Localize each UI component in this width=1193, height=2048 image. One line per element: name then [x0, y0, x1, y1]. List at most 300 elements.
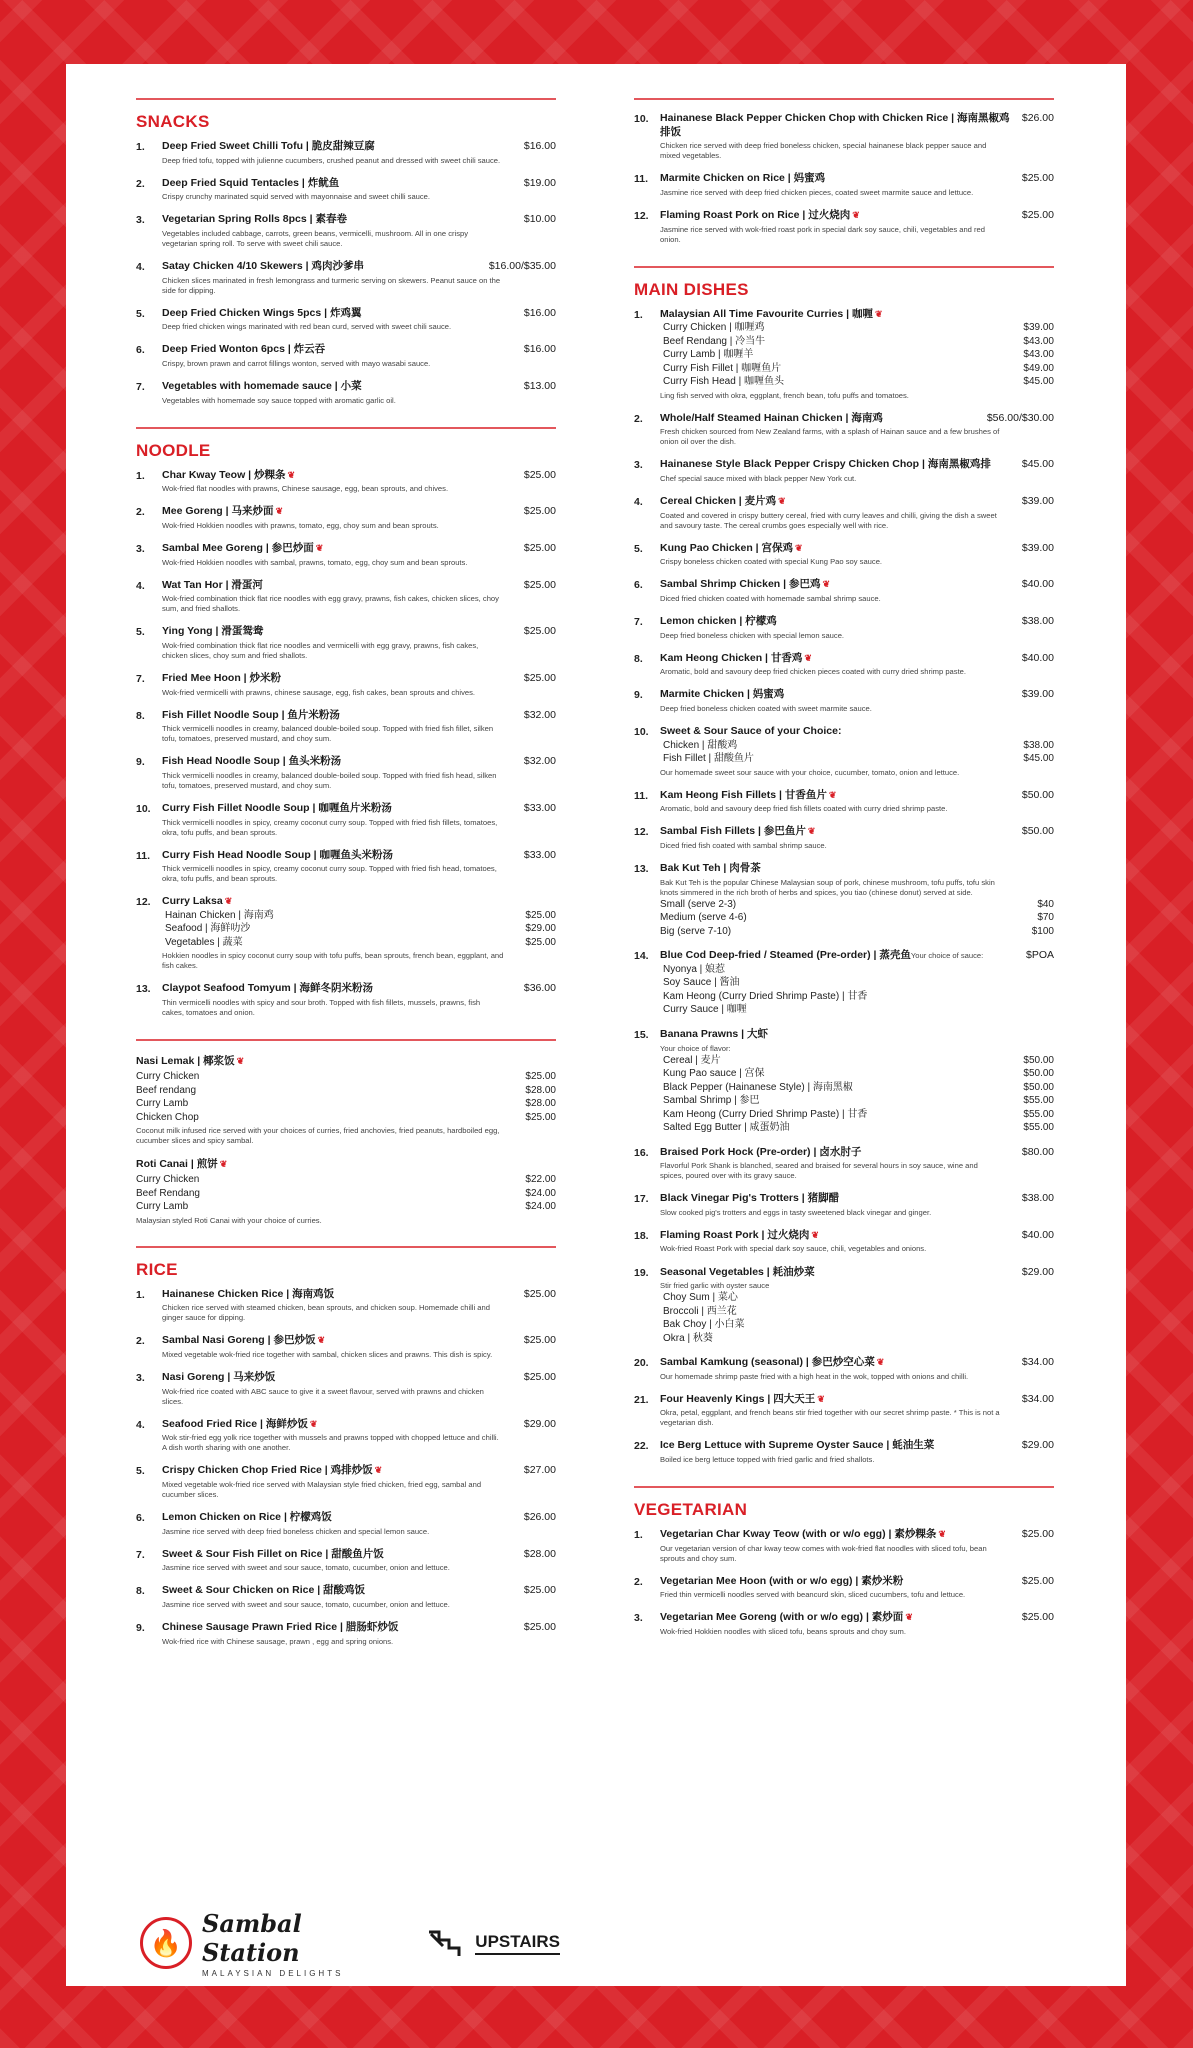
option-price: $29.00 — [525, 923, 556, 935]
item-name: Curry Fish Head Noodle Soup | 咖喱鱼头米粉汤 — [162, 848, 394, 861]
brand-name: Sambal Station — [202, 1908, 302, 1967]
menu-item — [634, 1611, 1054, 1637]
item-price: $34.00 — [1021, 1392, 1054, 1405]
item-description: Deep fried tofu, topped with julienne cucumbers, crushed peanut and dressed with sweet chili sauce. — [162, 155, 501, 165]
item-description: Jasmine rice served with deep fried boneless chicken and special lemon sauce. — [162, 1526, 430, 1536]
option-row — [162, 922, 556, 936]
item-price: $10.00 — [523, 213, 556, 226]
menu-item — [634, 825, 1054, 851]
item-description: Wok-fried combination thick flat rice noodles with egg gravy, prawns, fish cakes, chicken slices, choy sum, and fried shallots. — [162, 594, 499, 614]
item-price: $33.00 — [523, 801, 556, 814]
option-row — [660, 1332, 1054, 1346]
item-price: $13.00 — [523, 379, 556, 392]
item-number: 1. — [136, 141, 145, 153]
sweet-sour-options — [660, 739, 1054, 766]
menu-item — [634, 1439, 1054, 1465]
block-title: Roti Canai | 煎饼 ❦ — [136, 1158, 228, 1171]
item-name: Fish Head Noodle Soup | 鱼头米粉汤 — [162, 755, 342, 768]
item-number: 21. — [634, 1393, 649, 1406]
menu-item-seasonal-vegetables: 19. Seasonal Vegetables | 耗油炒菜 $29.00 Stir fried garlic with oyster sauce Choy Sum | 菜心 Broccoli | 西兰花 Bak Choy | 小白菜 Okra | 秋葵 — [634, 1265, 1054, 1344]
item-number: 11. — [634, 789, 649, 802]
item-number: 9. — [136, 1621, 145, 1634]
item-number: 2. — [634, 1575, 643, 1588]
item-number: 22. — [634, 1440, 649, 1453]
item-name: Satay Chicken 4/10 Skewers | 鸡肉沙爹串 — [162, 259, 364, 272]
nasi-lemak-block — [136, 1053, 556, 1146]
item-price: $25.00 — [523, 468, 556, 481]
option-name: Beef Rendang | 冷当牛 — [663, 335, 766, 347]
item-description: Diced fried fish coated with sambal shrimp sauce. — [660, 841, 827, 851]
option-price: $45.00 — [1023, 376, 1054, 388]
menu-item — [136, 177, 556, 203]
option-row — [660, 1121, 1054, 1135]
item-name: Char Kway Teow | 炒粿条 ❦ — [162, 468, 296, 481]
item-name: Hainanese Style Black Pepper Crispy Chicken Chop | 海南黑椒鸡排 — [660, 458, 991, 471]
item-description: Thin vermicelli noodles with spicy and sour broth. Topped with fish fillets, mussels, prawns, fish cakes, tomatoes and onion. — [162, 998, 481, 1018]
item-number: 9. — [136, 756, 145, 769]
option-row — [660, 898, 1054, 912]
main-list-d — [634, 1356, 1054, 1465]
option-name: Kam Heong (Curry Dried Shrimp Paste) | 甘香 — [663, 990, 868, 1002]
item-price: $25.00 — [523, 671, 556, 684]
item-price: $16.00 — [523, 140, 556, 152]
option-name: Curry Chicken — [136, 1071, 200, 1083]
roti-canai-block — [136, 1156, 556, 1226]
item-number: 4. — [136, 1418, 145, 1431]
item-name: Nasi Goreng | 马来炒饭 — [162, 1371, 276, 1383]
item-description: Okra, petal, eggplant, and french beans stir fried together with our secret shrimp paste. * This is not a vegetarian dish. — [660, 1408, 1000, 1428]
item-name: Sambal Nasi Goreng | 参巴炒饭 ❦ — [162, 1334, 326, 1347]
snacks-list — [136, 140, 556, 406]
option-row — [660, 752, 1054, 766]
roti-options — [136, 1173, 556, 1214]
item-price: $16.00/$35.00 — [488, 259, 556, 272]
option-price: $25.00 — [525, 909, 556, 921]
item-name: Flaming Roast Pork on Rice | 过火烧肉 ❦ — [660, 208, 860, 221]
chili-icon: ❦ — [905, 1612, 913, 1623]
item-description: Coated and covered in crispy buttery cereal, fried with curry leaves and chilli, giving the dish a sweet and savoury taste. The cereal crumbs goes especially well with rice. — [660, 510, 997, 530]
item-description: Chicken rice served with deep fried boneless chicken, special hainanese black pepper sauce and mixed vegetables. — [660, 141, 987, 161]
laksa-options — [162, 909, 556, 950]
item-description: Deep fried boneless chicken coated with sweet marmite sauce. — [660, 704, 872, 714]
option-name: Fish Fillet | 甜酸鱼片 — [663, 753, 754, 765]
item-description: Thick vermicelli noodles in creamy, balanced double-boiled soup. Topped with fried fish head, silken tofu, tomatoes, preserved mustard, and choy sum. — [162, 770, 497, 790]
item-price: $45.00 — [1021, 458, 1054, 471]
item-name: Four Heavenly Kings | 四大天王 ❦ — [660, 1392, 825, 1405]
chili-icon: ❦ — [778, 496, 786, 507]
item-description: Thick vermicelli noodles in spicy, creamy coconut curry soup. Topped with fried fish fillets, tomatoes, okra, tofu puffs, and bean sprouts. — [162, 817, 498, 837]
chili-icon: ❦ — [317, 1335, 326, 1346]
chili-icon: ❦ — [807, 826, 816, 837]
item-description: Wok-fried rice with Chinese sausage, prawn , egg and spring onions. — [162, 1636, 394, 1646]
menu-item — [136, 1621, 556, 1647]
item-description: Stir fried garlic with oyster sauce — [660, 1281, 770, 1291]
item-description: Thick vermicelli noodles in creamy, balanced double-boiled soup. Topped with fried fish fillet, silken tofu, tomatoes, preserved mustard, and choy sum. — [162, 724, 494, 744]
item-name: Curry Fish Fillet Noodle Soup | 咖喱鱼片米粉汤 — [162, 801, 392, 814]
item-name: Sambal Fish Fillets | 参巴鱼片 ❦ — [660, 825, 816, 838]
option-price: $45.00 — [1023, 753, 1054, 765]
item-name: Braised Pork Hock (Pre-order) | 卤水肘子 — [660, 1145, 862, 1158]
brand — [202, 1909, 393, 1978]
item-price: $25.00 — [1021, 1574, 1054, 1587]
option-name: Curry Lamb — [136, 1098, 189, 1110]
item-number: 4. — [634, 496, 643, 509]
item-number: 8. — [634, 652, 643, 665]
cod-sauce-options — [660, 963, 1054, 1017]
divider — [634, 266, 1054, 268]
item-price: $25.00 — [1021, 208, 1054, 221]
option-row — [660, 1291, 1054, 1305]
option-name: Beef rendang — [136, 1084, 197, 1096]
menu-item-blue-cod: 14. Blue Cod Deep-fried / Steamed (Pre-order) | 蒸壳鱼Your choice of sauce: $POA Nyonya | 娘惹 Soy Sauce | 酱油 Kam Heong (Curry Dried Shrimp Paste) | 甘香 Curry Sauce | 咖喱 — [634, 949, 1054, 1016]
curry-options — [660, 321, 1054, 389]
item-name: Fish Fillet Noodle Soup | 鱼片米粉汤 — [162, 708, 340, 721]
item-name: Kung Pao Chicken | 宫保鸡 ❦ — [660, 541, 803, 554]
item-description: Wok-fried Hokkien noodles with sliced tofu, beans sprouts and choy sum. — [660, 1627, 906, 1637]
item-name: Deep Fried Sweet Chilli Tofu | 脆皮甜辣豆腐 — [162, 140, 375, 152]
menu-item — [136, 542, 556, 568]
menu-item-bak-kut-teh: 13. Bak Kut Teh | 肉骨茶 Bak Kut Teh is the popular Chinese Malaysian soup of pork, chinese mushroom, tofu puffs, tofu skin knots simmered in the rich broth of herbs and spices, you tiao (chinese donut) served at side. Small (serve 2-3) $40 Medium (serve 4-6) $70 Big (serve 7-10) $100 — [634, 862, 1054, 937]
stairs-icon — [427, 1926, 471, 1960]
menu-sheet — [66, 64, 1126, 1986]
menu-item — [634, 112, 1054, 161]
item-number: 1. — [136, 1288, 145, 1301]
item-description: Wok-fried rice coated with ABC sauce to give it a sweet flavour, served with prawns and chicken slices. — [162, 1386, 484, 1406]
item-number: 5. — [634, 542, 643, 555]
menu-item — [634, 615, 1054, 641]
option-row — [136, 1111, 556, 1125]
chili-icon: ❦ — [852, 209, 860, 220]
vegetarian-list — [634, 1528, 1054, 1637]
menu-item-sweet-sour: 10. Sweet & Sour Sauce of your Choice: Chicken | 甜酸鸡 $38.00 Fish Fillet | 甜酸鱼片 $45.00 Our homemade sweet sour sauce with your choice, cucumber, tomato, onion and lettuce. — [634, 725, 1054, 777]
item-description: Crispy boneless chicken coated with special Kung Pao soy sauce. — [660, 557, 883, 567]
item-name: Sweet & Sour Sauce of your Choice: — [660, 725, 842, 738]
item-description: Bak Kut Teh is the popular Chinese Malaysian soup of pork, chinese mushroom, tofu puffs, tofu skin knots simmered in the rich broth of herbs and spices, you tiao (chinese donut) served at side. — [660, 877, 995, 897]
item-description: Wok-fried Roast Pork with special dark soy sauce, chili, vegetables and onions. — [660, 1244, 927, 1254]
option-price: $22.00 — [525, 1174, 556, 1186]
item-name: Banana Prawns | 大虾 — [660, 1027, 768, 1040]
item-price: $25.00 — [523, 1620, 556, 1633]
option-row — [660, 925, 1054, 939]
noodle-list — [136, 469, 556, 885]
item-price: $38.00 — [1021, 1192, 1054, 1205]
item-description: Boiled ice berg lettuce topped with fried garlic and fried shallots. — [660, 1455, 875, 1465]
option-row — [660, 335, 1054, 349]
menu-item-curries: 1. Malaysian All Time Favourite Curries | 咖喱 ❦ Curry Chicken | 咖喱鸡 $39.00 Beef Rendang | 冷当牛 $43.00 Curry Lamb | 咖喱羊 $43.00 Curry Fish Fillet | 咖喱鱼片 $49.00 Curry Fish Head | 咖喱鱼头 $45.00 Ling fish served with okra, eggplant, french bean, tofu puffs and tomatoes. — [634, 307, 1054, 400]
menu-item — [136, 1584, 556, 1610]
item-name: Ying Yong | 滑蛋鸳鸯 — [162, 625, 264, 638]
option-price: $24.00 — [525, 1201, 556, 1213]
item-number: 17. — [634, 1193, 649, 1206]
section-title-noodle: NOODLE — [136, 440, 211, 460]
option-name: Curry Lamb — [136, 1201, 189, 1213]
option-name: Curry Lamb | 咖喱羊 — [663, 349, 754, 361]
option-row — [162, 936, 556, 950]
option-name: Big (serve 7-10) — [660, 925, 732, 937]
item-description: Our vegetarian version of char kway teow comes with wok-fried flat noodles with sliced tofu, bean sprouts and choy sum. — [660, 1543, 987, 1563]
item-number: 6. — [634, 579, 643, 592]
menu-item — [136, 140, 556, 166]
item-description: Jasmine rice served with sweet and sour sauce, tomato, cucumber, onion and lettuce. — [162, 1599, 450, 1609]
menu-item — [136, 1334, 556, 1360]
option-name: Black Pepper (Hainanese Style) | 海南黑椒 — [663, 1081, 853, 1093]
item-number: 18. — [634, 1229, 649, 1242]
option-row — [660, 1003, 1054, 1017]
option-row — [162, 909, 556, 923]
rice-list — [136, 1288, 556, 1647]
item-number: 7. — [136, 380, 145, 393]
section-title-rice: RICE — [136, 1259, 178, 1279]
left-column — [136, 98, 556, 1658]
section-title-snacks: SNACKS — [136, 112, 210, 131]
divider — [136, 1039, 556, 1041]
item-description: Aromatic, bold and savoury deep fried fish fillets coated with curry dried shrimp paste. — [660, 804, 948, 814]
item-name: Ice Berg Lettuce with Supreme Oyster Sauce | 蚝油生菜 — [660, 1439, 935, 1452]
menu-item — [136, 755, 556, 791]
item-name: Whole/Half Steamed Hainan Chicken | 海南鸡 — [660, 411, 883, 424]
option-name: Kung Pao sauce | 宫保 — [663, 1068, 765, 1080]
menu-item — [634, 495, 1054, 531]
item-description: Wok-fried flat noodles with prawns, Chinese sausage, egg, bean sprouts, and chives. — [162, 484, 449, 494]
option-price: $50.00 — [1023, 1068, 1054, 1080]
option-row — [660, 348, 1054, 362]
menu-item — [136, 982, 556, 1018]
menu-item — [136, 849, 556, 885]
menu-item — [634, 652, 1054, 678]
menu-item — [136, 1371, 556, 1407]
item-name: Cereal Chicken | 麦片鸡 ❦ — [660, 495, 786, 508]
option-name: Small (serve 2-3) — [660, 898, 737, 910]
main-list-a — [634, 412, 1054, 714]
menu-item — [136, 579, 556, 615]
item-name: Sambal Shrimp Chicken | 参巴鸡 ❦ — [660, 578, 831, 591]
menu-item-curry-laksa: 12. Curry Laksa ❦ Hainan Chicken | 海南鸡 $25.00 Seafood | 海鲜叻沙 $29.00 Vegetables | 蔬菜 $25.00 Hokkien noodles in spicy coconut curry soup with tofu puffs, bean sprouts, french bean, eggplant, and fish cakes. — [136, 895, 556, 971]
bkt-sizes — [660, 898, 1054, 939]
menu-item — [634, 1192, 1054, 1218]
item-name: Vegetarian Char Kway Teow (with or w/o egg) | 素炒粿条 ❦ — [660, 1528, 946, 1541]
item-name: Mee Goreng | 马来炒面 ❦ — [162, 505, 283, 518]
item-number: 6. — [136, 1512, 145, 1525]
menu-item — [136, 307, 556, 333]
menu-item — [136, 1548, 556, 1574]
item-price: $29.00 — [1021, 1439, 1054, 1452]
option-row — [660, 911, 1054, 925]
item-name: Wat Tan Hor | 滑蛋河 — [162, 578, 263, 591]
option-price: $55.00 — [1023, 1108, 1054, 1120]
option-price: $24.00 — [525, 1187, 556, 1199]
item-price: $POA — [1025, 949, 1054, 962]
option-price: $25.00 — [525, 1071, 556, 1083]
option-name: Vegetables | 蔬菜 — [165, 936, 243, 948]
chili-icon: ❦ — [236, 1056, 245, 1067]
prawn-options — [660, 1054, 1054, 1135]
item-description: Fried thin vermicelli noodles served with beancurd skin, sliced cucumbers, tofu and lettuce. — [660, 1590, 966, 1600]
option-name: Okra | 秋葵 — [663, 1332, 713, 1344]
item-price: $16.00 — [523, 343, 556, 356]
item-description: Crispy, brown prawn and carrot fillings wonton, served with mayo wasabi sauce. — [162, 358, 431, 368]
menu-item — [634, 1229, 1054, 1255]
chili-icon: ❦ — [938, 1529, 946, 1540]
item-price: $40.00 — [1021, 578, 1054, 591]
divider — [634, 1486, 1054, 1488]
upstairs-label: UPSTAIRS — [475, 1932, 560, 1955]
menu-item — [136, 213, 556, 249]
item-number: 7. — [634, 616, 643, 629]
item-description: Jasmine rice served with deep fried chicken pieces, coated sweet marmite sauce and lettuce. — [660, 187, 974, 197]
item-name: Claypot Seafood Tomyum | 海鲜冬阴米粉汤 — [162, 982, 374, 995]
menu-item — [634, 412, 1054, 448]
item-name: Deep Fried Chicken Wings 5pcs | 炸鸡翼 — [162, 306, 362, 319]
menu-item — [634, 172, 1054, 198]
claypot-item — [136, 982, 556, 1018]
option-name: Bak Choy | 小白菜 — [663, 1319, 745, 1331]
chili-icon: ❦ — [875, 308, 883, 319]
item-number: 2. — [136, 177, 145, 190]
menu-item — [634, 209, 1054, 245]
item-price: $36.00 — [523, 982, 556, 995]
item-description: Thick vermicelli noodles in spicy, creamy coconut curry soup. Topped with fried fish head, tomatoes, okra, tofu puffs, and bean sprouts. — [162, 864, 497, 884]
chili-icon: ❦ — [876, 1357, 885, 1368]
item-number: 2. — [136, 1335, 145, 1348]
option-price: $55.00 — [1023, 1095, 1054, 1107]
option-name: Chicken Chop — [136, 1111, 199, 1123]
option-price: $25.00 — [525, 1111, 556, 1123]
item-description: Wok-fried Hokkien noodles with sambal, prawns, tomato, egg, choy sum and bean sprouts. — [162, 557, 468, 567]
option-price: $50.00 — [1023, 1081, 1054, 1093]
item-price: $29.00 — [523, 1417, 556, 1430]
footer — [140, 1908, 560, 1978]
item-description: Our homemade shrimp paste fried with a high heat in the wok, topped with onions and chilli. — [660, 1371, 969, 1381]
item-number: 11. — [634, 173, 649, 186]
item-price: $25.00 — [523, 541, 556, 554]
option-price: $49.00 — [1023, 362, 1054, 374]
option-row — [660, 1305, 1054, 1319]
option-name: Hainan Chicken | 海南鸡 — [165, 909, 274, 921]
item-name: Hainanese Chicken Rice | 海南鸡饭 — [162, 1287, 335, 1300]
item-price: $80.00 — [1021, 1145, 1054, 1158]
chili-icon: ❦ — [224, 896, 233, 907]
right-column — [634, 98, 1054, 1648]
item-description: Jasmine rice served with wok-fried roast pork in special dark soy sauce, chili, vegetables and red onion. — [660, 224, 985, 244]
item-price: $34.00 — [1021, 1356, 1054, 1369]
item-description: Malaysian styled Roti Canai with your choice of curries. — [136, 1215, 322, 1225]
option-row — [660, 1081, 1054, 1095]
item-name: Vegetarian Spring Rolls 8pcs | 素春卷 — [162, 213, 347, 226]
item-price: $25.00 — [1021, 172, 1054, 185]
menu-item — [634, 688, 1054, 714]
option-row — [660, 362, 1054, 376]
chili-icon: ❦ — [287, 469, 296, 480]
item-price: $25.00 — [523, 1334, 556, 1347]
item-price: $26.00 — [1021, 112, 1054, 124]
menu-item — [136, 1464, 556, 1500]
chili-icon: ❦ — [374, 1465, 383, 1476]
item-name: Kam Heong Fish Fillets | 甘香鱼片 ❦ — [660, 788, 837, 801]
item-description: Wok-fried Hokkien noodles with prawns, tomato, egg, choy sum and bean sprouts. — [162, 520, 439, 530]
item-price: $25.00 — [523, 578, 556, 591]
item-number: 10. — [634, 113, 649, 125]
item-name: Lemon chicken | 柠檬鸡 — [660, 615, 777, 628]
menu-item — [136, 625, 556, 661]
option-name: Broccoli | 西兰花 — [663, 1305, 737, 1317]
section-title-vegetarian: VEGETARIAN — [634, 1500, 748, 1520]
item-name: Deep Fried Wonton 6pcs | 炸云吞 — [162, 343, 326, 356]
item-name: Chinese Sausage Prawn Fried Rice | 腊肠虾炒饭 — [162, 1620, 399, 1633]
item-description: Vegetables with homemade soy sauce topped with aromatic garlic oil. — [162, 395, 396, 405]
item-number: 16. — [634, 1146, 649, 1159]
item-price: $39.00 — [1021, 541, 1054, 554]
menu-item — [136, 802, 556, 838]
item-price: $16.00 — [523, 306, 556, 319]
chili-icon: ❦ — [219, 1159, 228, 1170]
item-description: Our homemade sweet sour sauce with your choice, cucumber, tomato, onion and lettuce. — [660, 767, 960, 777]
item-number: 4. — [136, 579, 145, 592]
item-price: $39.00 — [1021, 688, 1054, 701]
vegetable-options — [660, 1291, 1054, 1345]
chili-icon: ❦ — [811, 1229, 819, 1240]
option-price: $100 — [1031, 925, 1054, 937]
option-name: Kam Heong (Curry Dried Shrimp Paste) | 甘香 — [663, 1108, 868, 1120]
item-name: Lemon Chicken on Rice | 柠檬鸡饭 — [162, 1511, 332, 1524]
item-price: $27.00 — [523, 1464, 556, 1477]
option-price: $43.00 — [1023, 349, 1054, 361]
option-price: $55.00 — [1023, 1122, 1054, 1134]
menu-item — [136, 672, 556, 698]
option-row — [660, 1108, 1054, 1122]
item-description: Fresh chicken sourced from New Zealand farms, with a splash of Hainan sauce and a few brushes of onion oil over the dish. — [660, 427, 1000, 447]
item-description: Hokkien noodles in spicy coconut curry soup with tofu puffs, bean sprouts, french bean, eggplant, and fish cakes. — [162, 951, 504, 971]
item-price: $56.00/$30.00 — [986, 411, 1054, 424]
menu-item — [634, 458, 1054, 484]
option-row — [660, 1054, 1054, 1068]
item-name: Black Vinegar Pig's Trotters | 猪脚醋 — [660, 1192, 840, 1205]
chili-icon: ❦ — [315, 542, 324, 553]
item-number: 2. — [634, 412, 643, 425]
item-price: $39.00 — [1021, 495, 1054, 508]
item-number: 12. — [634, 209, 649, 222]
option-name: Chicken | 甜酸鸡 — [663, 739, 738, 751]
item-name: Vegetables with homemade sauce | 小菜 — [162, 379, 362, 392]
item-number: 20. — [634, 1357, 649, 1370]
option-name: Sambal Shrimp | 参巴 — [663, 1095, 760, 1107]
item-name: Bak Kut Teh | 肉骨茶 — [660, 862, 761, 875]
item-description: Wok-fried vermicelli with prawns, chinese sausage, egg, fish cakes, bean sprouts and chives. — [162, 687, 476, 697]
section-title-main: MAIN DISHES — [634, 279, 749, 299]
item-price: $25.00 — [523, 1584, 556, 1597]
menu-item — [136, 1288, 556, 1324]
item-price: $26.00 — [523, 1511, 556, 1524]
divider — [136, 98, 556, 100]
item-name: Hainanese Black Pepper Chicken Chop with Chicken Rice | 海南黑椒鸡排饭 — [660, 112, 1010, 138]
item-name: Seafood Fried Rice | 海鲜炒饭 ❦ — [162, 1417, 318, 1430]
item-price: $25.00 — [523, 1287, 556, 1300]
item-number: 9. — [634, 689, 643, 702]
item-price: $40.00 — [1021, 1228, 1054, 1241]
option-row — [660, 321, 1054, 335]
menu-item — [136, 1418, 556, 1454]
option-price: $50.00 — [1023, 1054, 1054, 1066]
item-price: $25.00 — [1021, 1528, 1054, 1541]
option-row — [136, 1084, 556, 1098]
option-row — [660, 990, 1054, 1004]
item-description: Chicken slices marinated in fresh lemongrass and turmeric serving on skewers. Peanut sauce on the side for dipping. — [162, 275, 501, 295]
flame-logo-icon: 🔥 — [140, 1917, 192, 1969]
menu-item — [136, 505, 556, 531]
option-row — [660, 375, 1054, 389]
item-number: 4. — [136, 260, 145, 273]
chili-icon: ❦ — [309, 1418, 318, 1429]
option-row — [136, 1187, 556, 1201]
